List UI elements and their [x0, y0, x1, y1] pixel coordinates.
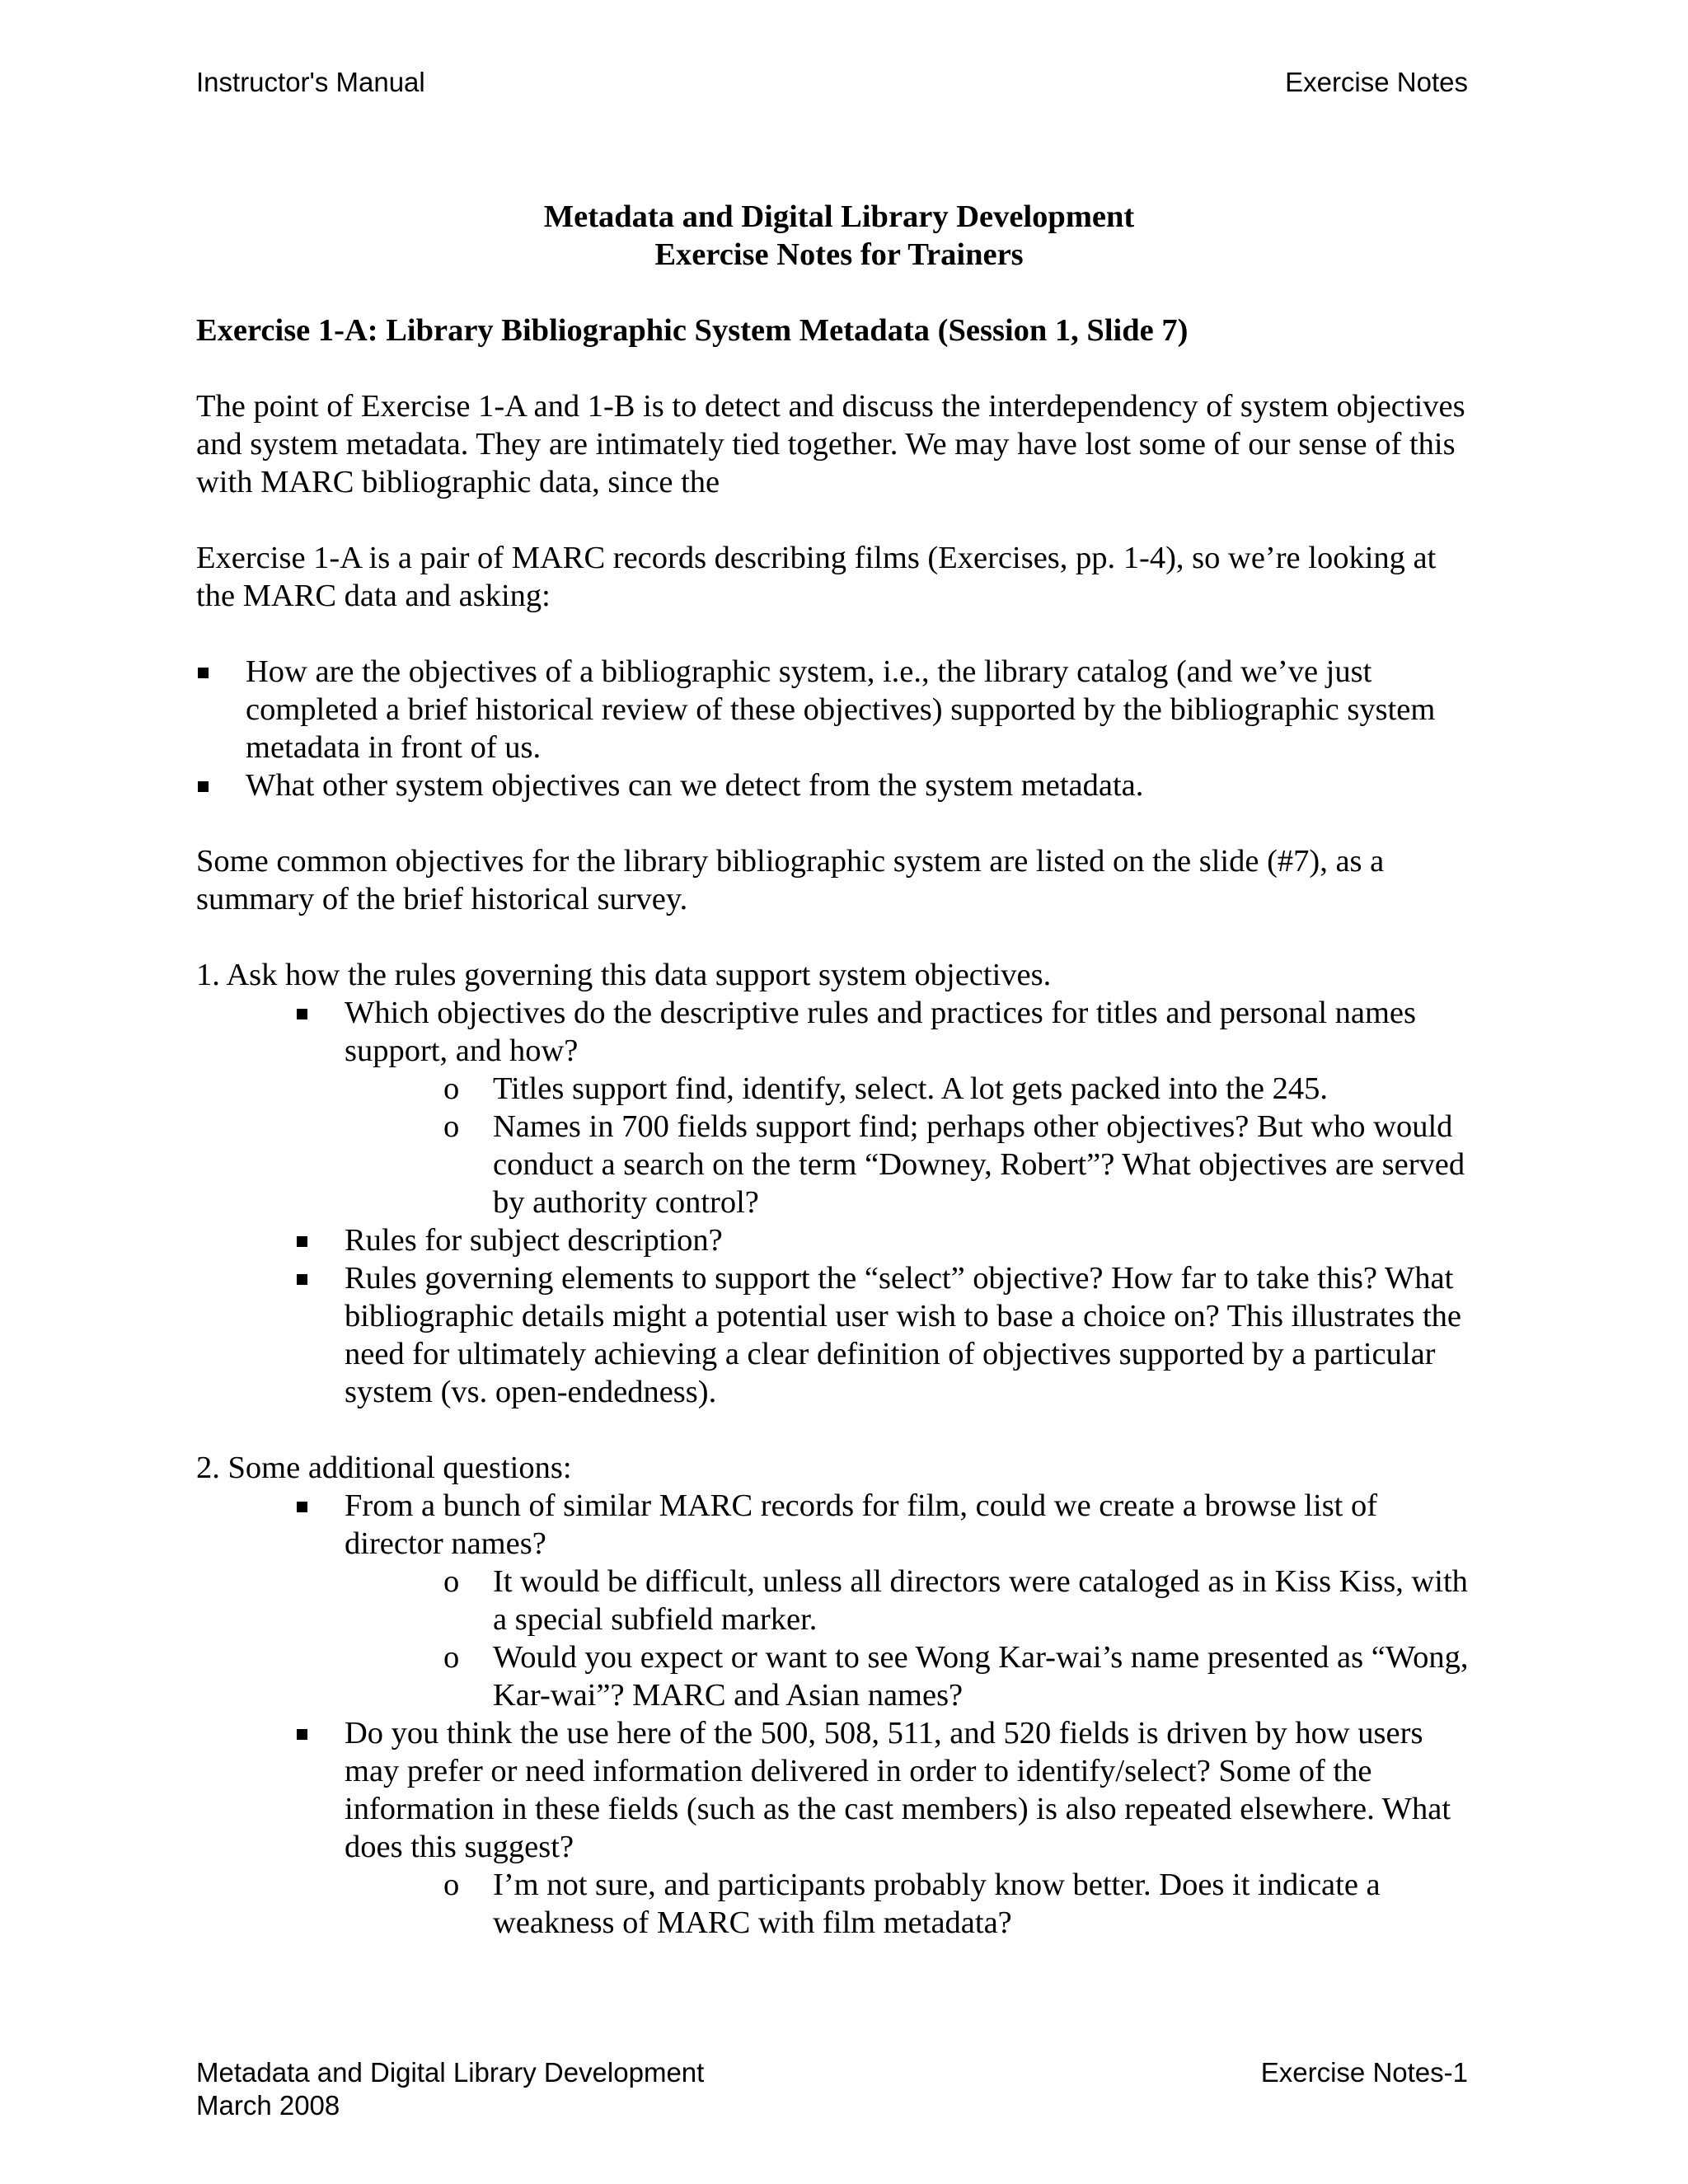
- sub-list-item: o It would be difficult, unless all directors were cataloged as in Kiss Kiss, with a special subfield marker.: [345, 1563, 1482, 1638]
- running-footer: [196, 2056, 1468, 2122]
- summary-paragraph: Some common objectives for the library bibliographic system are listed on the slide (#7), as a summary of the brief historical survey.: [196, 844, 1385, 916]
- sub-list: [196, 1866, 1482, 1942]
- section-1-heading: 1. Ask how the rules governing this data support system objectives.: [196, 958, 1052, 992]
- list-item: How are the objectives of a bibliographic system, i.e., the library catalog (and we’ve just completed a brief historical review of these objectives) supported by the bibliographic system metadata in front of us.: [196, 653, 1482, 766]
- list-item-text: Which objectives do the descriptive rules and practices for titles and personal names support, and how?: [345, 996, 1416, 1068]
- section-2-heading: 2. Some additional questions:: [196, 1451, 572, 1485]
- footer-left: Metadata and Digital Library Development: [196, 2057, 705, 2088]
- list-item: Rules governing elements to support the “select” objective? How far to take this? What bibliographic details might a potential user wish to base a choice on? This illustrates the need for ultimately achieving a clear definition of objectives supported by a particular system (vs. open-endedness).: [196, 1259, 1482, 1411]
- list-item: [196, 1487, 1482, 1714]
- sub-list-item: o Titles support find, identify, select. A lot gets packed into the 245.: [345, 1070, 1482, 1108]
- running-header: [196, 66, 1468, 99]
- footer-date: March 2008: [196, 2090, 340, 2121]
- list-item-text: Do you think the use here of the 500, 508, 511, and 520 fields is driven by how users may prefer or need information delivered in order to identify/select? Some of the information in these fields (such as the cast members) is also repeated elsewhere. What does this suggest?: [345, 1716, 1451, 1864]
- exercise-heading: Exercise 1-A: Library Bibliographic System Metadata (Session 1, Slide 7): [196, 313, 1189, 348]
- list-item: What other system objectives can we detect from the system metadata.: [196, 766, 1482, 804]
- header-right: Exercise Notes: [1285, 67, 1468, 97]
- list-item-text: From a bunch of similar MARC records for film, could we create a browse list of director names?: [345, 1488, 1378, 1561]
- sub-list: [196, 1563, 1482, 1714]
- sub-list: [196, 1070, 1482, 1221]
- section-1: [196, 956, 1482, 1411]
- list-item: [196, 994, 1482, 1221]
- header-left: Instructor's Manual: [196, 67, 425, 97]
- section-2: [196, 1449, 1482, 1942]
- document-body: [196, 198, 1482, 1980]
- exercise-description-paragraph: Exercise 1-A is a pair of MARC records describing films (Exercises, pp. 1-4), so we’re looking at the MARC data and asking:: [196, 541, 1437, 613]
- sub-list-item: o Names in 700 fields support find; perhaps other objectives? But who would conduct a search on the term “Downey, Robert”? What objectives are served by authority control?: [345, 1108, 1482, 1221]
- list-item: Rules for subject description?: [196, 1221, 1482, 1259]
- sub-list-item: o I’m not sure, and participants probably know better. Does it indicate a weakness of MARC with film metadata?: [345, 1866, 1482, 1942]
- title-line-2: Exercise Notes for Trainers: [654, 237, 1024, 272]
- document-title: [196, 198, 1482, 274]
- sub-list-item: o Would you expect or want to see Wong Kar-wai’s name presented as “Wong, Kar-wai”? MARC and Asian names?: [345, 1638, 1482, 1714]
- question-list: [196, 653, 1482, 804]
- section-2-list: [196, 1487, 1482, 1942]
- intro-paragraph: The point of Exercise 1-A and 1-B is to detect and discuss the interdependency of system objectives and system metadata. They are intimately tied together. We may have lost some of our sense of this with MARC bibliographic data, since the: [196, 389, 1465, 499]
- section-1-list: [196, 994, 1482, 1411]
- page-number: Exercise Notes-1: [1260, 2057, 1468, 2088]
- list-item: [196, 1714, 1482, 1942]
- title-line-1: Metadata and Digital Library Development: [543, 199, 1135, 234]
